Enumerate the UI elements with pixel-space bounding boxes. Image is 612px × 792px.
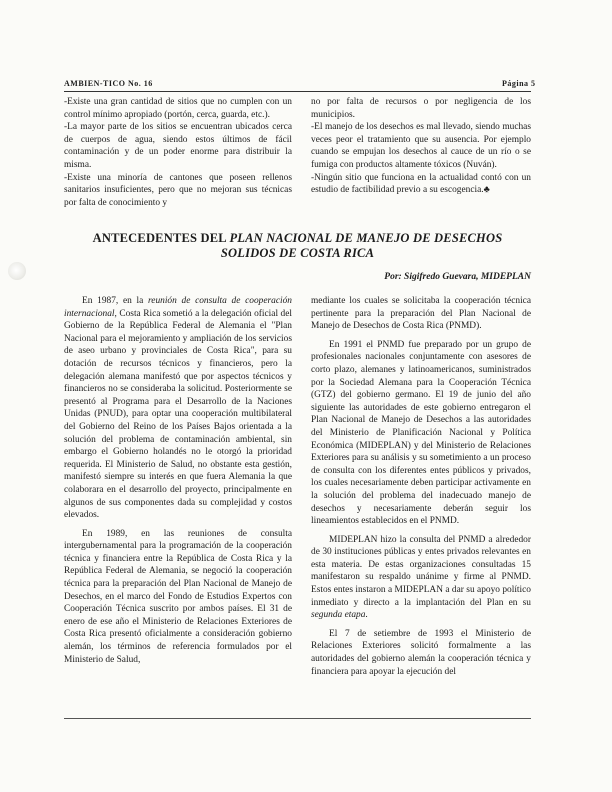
- paragraph: [64, 295, 292, 522]
- top-right-column: [311, 96, 531, 197]
- article-title: [64, 231, 531, 261]
- bullet-paragraph: -La mayor parte de los sitios se encuentran ubicados cerca de cuerpos de agua, siendo estos últimos de fácil contaminación y de un poder enorme para distribuir la misma.: [64, 122, 292, 170]
- publication-header: AMBIEN-TICO No. 16: [64, 79, 153, 88]
- top-left-column: [64, 96, 292, 209]
- paragraph-italic: segunda etapa: [311, 610, 366, 621]
- paragraph: El 7 de setiembre de 1993 el Ministerio de Relaciones Exteriores solicitó formalmente a las autoridades del gobierno alemán la cooperación técnica y financiera para apoyar la ejecución del: [311, 628, 531, 677]
- footer-rule: [64, 718, 531, 719]
- article-author: Por: Sigifredo Guevara, MIDEPLAN: [384, 272, 531, 282]
- header-rule: [64, 91, 531, 92]
- article-left-column: [64, 295, 292, 666]
- paragraph: En 1991 el PNMD fue preparado por un grupo de profesionales nacionales conjuntamente con asesores de corto plazo, alemanes y latinoamericanos, suministrados por la Sociedad Alemana para la Cooperación Técnica (GTZ) del gobierno germano. El 19 de junio del año siguiente las autoridades de este gobierno entregaron el Plan Nacional de Manejo de Desechos a las autoridades del Ministerio de Planificación Nacional y Política Económica (MIDEPLAN) y del Ministerio de Relaciones Exteriores para su análisis y su sometimiento a un proceso de consulta con los diferentes entes públicos y privados, los cuales necesariamente deben participar activamente en la solución del problema del inadecuado manejo de desechos y necesariamente deberán seguir los lineamientos establecidos en el PNMD.: [311, 339, 531, 527]
- paragraph-text: , Costa Rica sometió a la delegación oficial del Gobierno de la República Federal de Alemania el "Plan Nacional para el mejoramiento y ampliación de los servicios de aseo urbano y provinciales de Costa Rica", para su dotación de recursos técnicos y financieros, pero la delegación alemana manifestó que por aspectos técnicos y financieros no se consideraba la solicitud. Posteriormente se presentó al Programa para el Desarrollo de la Naciones Unidas (PNUD), para optar una cooperación multibilateral del Gobierno del Reino de los Países Bajos orientada a la solución del problema de contaminación ambiental, sin embargo el Gobierno holandés no le otorgó la prioridad requerida. El Ministerio de Salud, no obstante esta gestión, manifestó siempre su interés en que fuera Alemania la que colaborara en el desarrollo del proyecto, principalmente en algunos de sus componentes dada su complejidad y costos elevados.: [64, 308, 292, 521]
- title-plain: ANTECEDENTES DEL: [92, 231, 230, 245]
- paragraph: [311, 534, 531, 622]
- bullet-paragraph: no por falta de recursos o por negligencia de los municipios.: [311, 97, 531, 120]
- title-italic: PLAN NACIONAL DE MANEJO DE DESECHOS SOLIDOS DE COSTA RICA: [220, 231, 503, 260]
- paragraph-text: MIDEPLAN hizo la consulta del PNMD a alrededor de 30 instituciones públicas y entes privados relevantes en esta materia. De estas organizaciones consultadas 15 manifestaron su respaldo unánime y firme al PNMD. Estos entes instaron a MIDEPLAN a dar su apoyo político inmediato y directo a la implantación del Plan en su: [311, 534, 531, 608]
- binder-hole: [8, 262, 26, 280]
- paragraph-text: .: [365, 610, 368, 621]
- paragraph: mediante los cuales se solicitaba la cooperación técnica pertinente para la preparación del Plan Nacional de Manejo de Desechos de Costa Rica (PNMD).: [311, 296, 531, 332]
- bullet-paragraph: -Existe una minoría de cantones que poseen rellenos sanitarios insuficientes, pero que no mejoran sus técnicas por falta de conocimiento y: [64, 172, 292, 208]
- article-right-column: [311, 295, 531, 678]
- bullet-paragraph: -El manejo de los desechos es mal llevado, siendo muchas veces peor el tratamiento que su ausencia. Por ejemplo cuando se empujan los desechos al cauce de un río o se fumiga con productos altamente tóxicos (Nuván).: [311, 122, 531, 170]
- page-number: Página 5: [502, 79, 536, 88]
- paragraph-text: En 1987, en la: [82, 296, 148, 306]
- paragraph: En 1989, en las reuniones de consulta intergubernamental para la programación de la cooperación técnica y financiera entre la República de Costa Rica y la República Federal de Alemania, se negoció la cooperación técnica para la preparación del Plan Nacional de Manejo de Desechos, en el marco del Fondo de Estudios Expertos con Cooperación Técnica suscrito por ambos países. El 31 de enero de ese año el Ministerio de Relaciones Exteriores de Costa Rica presentó oficialmente a consideración gobierno alemán, los términos de referencia formulados por el Ministerio de Salud,: [64, 528, 292, 665]
- paragraph-italic: reunión de consulta de cooperación internacional: [64, 296, 292, 319]
- bullet-paragraph: -Ningún sitio que funciona en la actualidad contó con un estudio de factibilidad previo a su escogencia.♣: [311, 172, 531, 196]
- bullet-paragraph: -Existe una gran cantidad de sitios que no cumplen con un control mínimo apropiado (portón, cerca, guarda, etc.).: [64, 97, 292, 120]
